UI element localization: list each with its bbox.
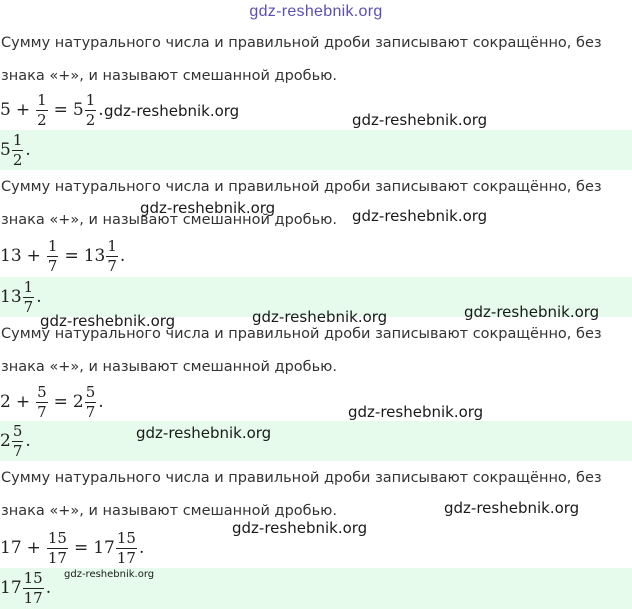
watermark: gdz-reshebnik.org [104, 102, 240, 120]
denominator: 7 [37, 402, 47, 421]
period: . [45, 578, 52, 598]
watermark: gdz-reshebnik.org [64, 569, 155, 580]
watermark: gdz-reshebnik.org [252, 308, 388, 326]
equation [0, 528, 144, 568]
watermark: gdz-reshebnik.org [40, 312, 176, 330]
fraction [47, 528, 68, 567]
denominator: 17 [116, 548, 136, 567]
numerator: 1 [47, 236, 58, 255]
fraction [47, 236, 59, 275]
rule-text-line-1: Сумму натурального числа и правильной дроби записывают сокращённо, без [1, 326, 602, 342]
numerator: 1 [107, 236, 117, 255]
numerator: 5 [85, 382, 96, 401]
fraction [12, 421, 24, 460]
period: . [138, 538, 145, 558]
whole-number: 13 [0, 287, 22, 307]
whole-number: 13 [0, 246, 22, 266]
mixed-whole: 2 [72, 392, 84, 412]
denominator: 2 [85, 110, 96, 129]
answer-value [0, 421, 31, 461]
plus-sign: + [26, 538, 41, 558]
watermark: gdz-reshebnik.org [348, 403, 484, 421]
equation [0, 382, 104, 422]
rule-text-line-1: Сумму натурального числа и правильной дроби записывают сокращённо, без [1, 179, 602, 195]
fraction [23, 277, 35, 316]
period: . [25, 140, 31, 160]
watermark: gdz-reshebnik.org [352, 111, 488, 129]
rule-text-line-2: знака «+», и называют смешанной дробью. [1, 359, 337, 375]
numerator: 1 [37, 90, 47, 109]
numerator: 1 [12, 130, 23, 149]
whole-number: 17 [0, 538, 22, 558]
period: . [98, 392, 104, 412]
fraction [36, 90, 48, 129]
plus-sign: + [26, 246, 41, 266]
equals-sign: = [53, 100, 68, 120]
period: . [36, 287, 42, 307]
numerator: 5 [12, 421, 23, 440]
whole-number: 17 [0, 578, 22, 598]
rule-text-line-1: Сумму натурального числа и правильной дроби записывают сокращённо, без [1, 470, 602, 486]
answer-value [0, 277, 42, 317]
fraction [12, 130, 24, 169]
watermark: gdz-reshebnik.org [136, 424, 272, 442]
whole-number: 5 [0, 100, 11, 120]
watermark: gdz-reshebnik.org [140, 199, 276, 217]
site-header-watermark: gdz-reshebnik.org [249, 3, 383, 20]
denominator: 7 [12, 441, 23, 460]
equals-sign: = [73, 538, 89, 558]
fraction [23, 568, 44, 607]
answer-value [0, 568, 51, 608]
mixed-whole: 17 [93, 538, 115, 558]
mixed-whole: 13 [83, 246, 106, 266]
period: . [98, 100, 104, 120]
denominator: 7 [23, 297, 34, 316]
denominator: 2 [12, 150, 23, 169]
whole-number: 5 [0, 140, 11, 160]
answer-value [0, 130, 31, 170]
watermark: gdz-reshebnik.org [444, 499, 580, 517]
numerator: 15 [47, 528, 67, 547]
mixed-fraction [85, 382, 97, 421]
period: . [119, 246, 126, 266]
numerator: 15 [116, 528, 136, 547]
mixed-fraction [116, 528, 137, 567]
watermark: gdz-reshebnik.org [232, 519, 368, 537]
mixed-whole: 5 [72, 100, 84, 120]
whole-number: 2 [0, 431, 11, 451]
fraction [36, 382, 48, 421]
numerator: 15 [23, 568, 43, 587]
period: . [25, 431, 31, 451]
answer-box [0, 421, 632, 461]
watermark: gdz-reshebnik.org [352, 207, 488, 225]
denominator: 17 [47, 548, 67, 567]
equals-sign: = [53, 392, 68, 412]
plus-sign: + [15, 100, 31, 120]
rule-text-line-2: знака «+», и называют смешанной дробью. [1, 212, 337, 228]
denominator: 7 [107, 256, 117, 275]
denominator: 7 [85, 402, 96, 421]
denominator: 2 [37, 110, 47, 129]
equation [0, 90, 104, 130]
numerator: 1 [85, 90, 96, 109]
numerator: 1 [23, 277, 34, 296]
equation [0, 236, 125, 276]
denominator: 17 [23, 588, 43, 607]
mixed-fraction [106, 236, 118, 275]
rule-text-line-2: знака «+», и называют смешанной дробью. [1, 68, 337, 84]
rule-text-line-1: Сумму натурального числа и правильной дроби записывают сокращённо, без [1, 35, 602, 51]
answer-box [0, 130, 632, 170]
denominator: 7 [47, 256, 58, 275]
whole-number: 2 [0, 392, 11, 412]
watermark: gdz-reshebnik.org [464, 303, 600, 321]
numerator: 5 [37, 382, 47, 401]
rule-text-line-2: знака «+», и называют смешанной дробью. [1, 503, 337, 519]
equals-sign: = [64, 246, 79, 266]
plus-sign: + [15, 392, 31, 412]
mixed-fraction [85, 90, 97, 129]
